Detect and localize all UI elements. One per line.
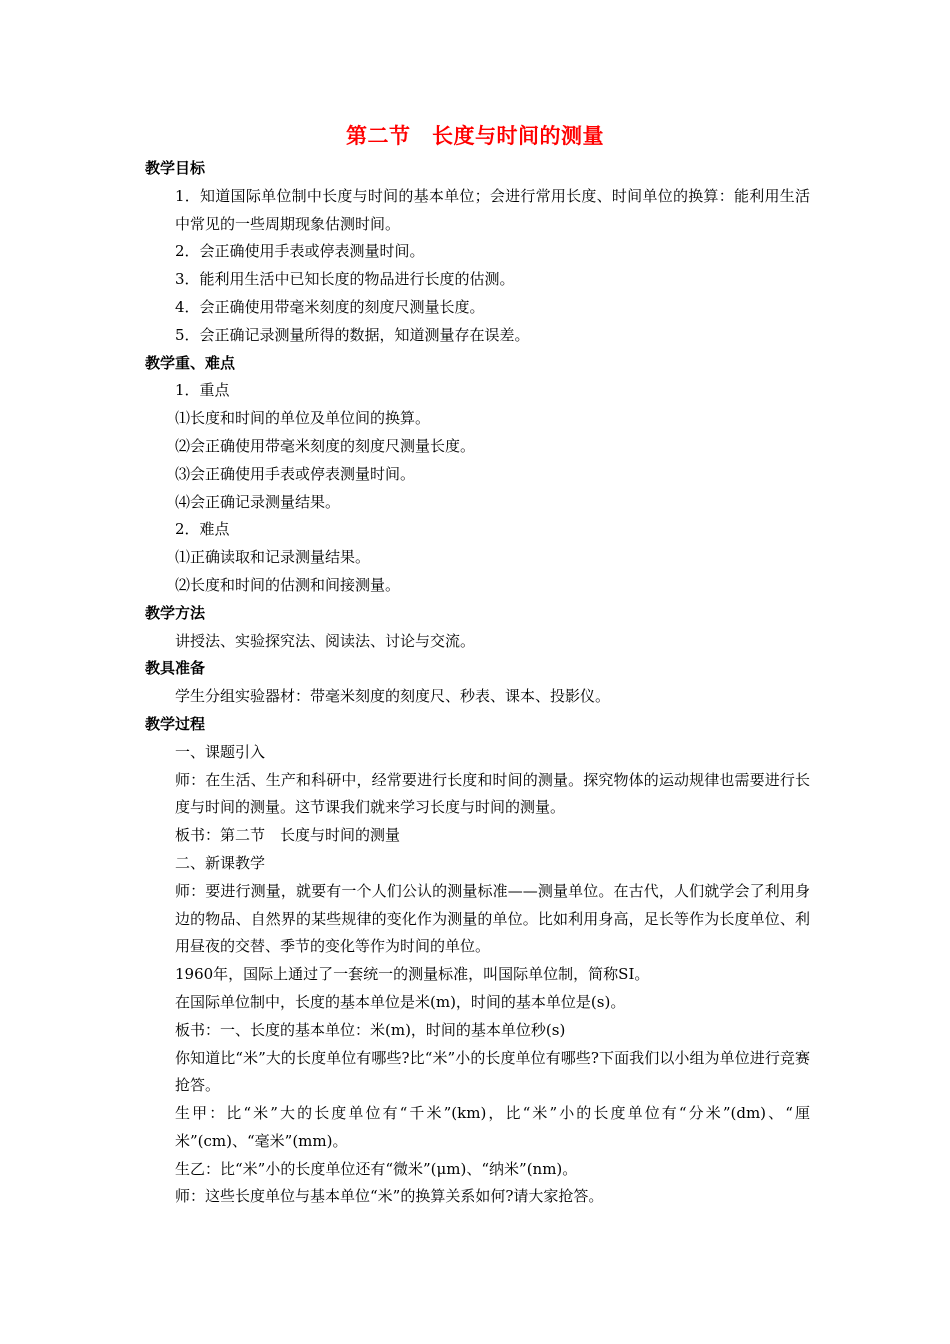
paragraph: 2．会正确使用手表或停表测量时间。 — [175, 242, 425, 261]
paragraph: 1．重点 — [175, 381, 230, 400]
paragraph: 板书：一、长度的基本单位：米(m)，时间的基本单位秒(s) — [175, 1020, 566, 1039]
paragraph: 1960年，国际上通过了一套统一的测量标准，叫国际单位制，简称SI。 — [175, 965, 650, 984]
document-body — [145, 155, 810, 1211]
paragraph: 师：在生活、生产和科研中，经常要进行长度和时间的测量。探究物体的运动规律也需要进行长度与时间的测量。这节课我们就来学习长度与时间的测量。 — [175, 770, 810, 817]
section-heading-process: 教学过程 — [145, 714, 206, 733]
paragraph: 板书：第二节 长度与时间的测量 — [175, 826, 401, 845]
section-heading-methods: 教学方法 — [145, 603, 206, 622]
paragraph: 师：这些长度单位与基本单位“米”的换算关系如何?请大家抢答。 — [175, 1187, 604, 1206]
paragraph: 在国际单位制中，长度的基本单位是米(m)，时间的基本单位是(s)。 — [175, 992, 626, 1011]
section-heading-objectives: 教学目标 — [145, 159, 206, 177]
page-title: 第二节 长度与时间的测量 — [346, 124, 604, 148]
paragraph: 你知道比“米”大的长度单位有哪些?比“米”小的长度单位有哪些?下面我们以小组为单位进行竞赛抢答。 — [175, 1048, 810, 1095]
paragraph: 3．能利用生活中已知长度的物品进行长度的估测。 — [175, 270, 515, 289]
paragraph: 师：要进行测量，就要有一个人们公认的测量标准——测量单位。在古代，人们就学会了利用身边的物品、自然界的某些规律的变化作为测量的单位。比如利用身高，足长等作为长度单位、利用昼夜的交替、季节的变化等作为时间的单位。 — [175, 881, 810, 956]
paragraph: ⑶会正确使用手表或停表测量时间。 — [175, 464, 416, 483]
paragraph: 生甲：比“米”大的长度单位有“千米”(km)，比“米”小的长度单位有“分米”(dm)、“厘米”(cm)、“毫米”(mm)。 — [175, 1104, 810, 1150]
paragraph: 一、课题引入 — [175, 742, 266, 761]
section-heading-materials: 教具准备 — [145, 659, 206, 678]
paragraph: ⑴长度和时间的单位及单位间的换算。 — [175, 409, 431, 428]
paragraph: ⑵会正确使用带毫米刻度的刻度尺测量长度。 — [175, 436, 476, 455]
paragraph: 讲授法、实验探究法、阅读法、讨论与交流。 — [175, 631, 476, 650]
paragraph: 2．难点 — [175, 520, 230, 539]
paragraph: ⑵长度和时间的估测和间接测量。 — [175, 575, 401, 594]
section-heading-key-points: 教学重、难点 — [145, 353, 236, 372]
paragraph: 4．会正确使用带毫米刻度的刻度尺测量长度。 — [175, 297, 485, 316]
paragraph: ⑷会正确记录测量结果。 — [175, 492, 341, 511]
paragraph: ⑴正确读取和记录测量结果。 — [175, 548, 371, 567]
paragraph: 二、新课教学 — [175, 853, 266, 872]
paragraph: 学生分组实验器材：带毫米刻度的刻度尺、秒表、课本、投影仪。 — [175, 687, 611, 706]
paragraph: 5．会正确记录测量所得的数据，知道测量存在误差。 — [175, 325, 530, 344]
paragraph: 生乙：比“米”小的长度单位还有“微米”(μm)、“纳米”(nm)。 — [175, 1159, 578, 1178]
paragraph: 1．知道国际单位制中长度与时间的基本单位；会进行常用长度、时间单位的换算：能利用生活中常见的一些周期现象估测时间。 — [175, 186, 810, 233]
